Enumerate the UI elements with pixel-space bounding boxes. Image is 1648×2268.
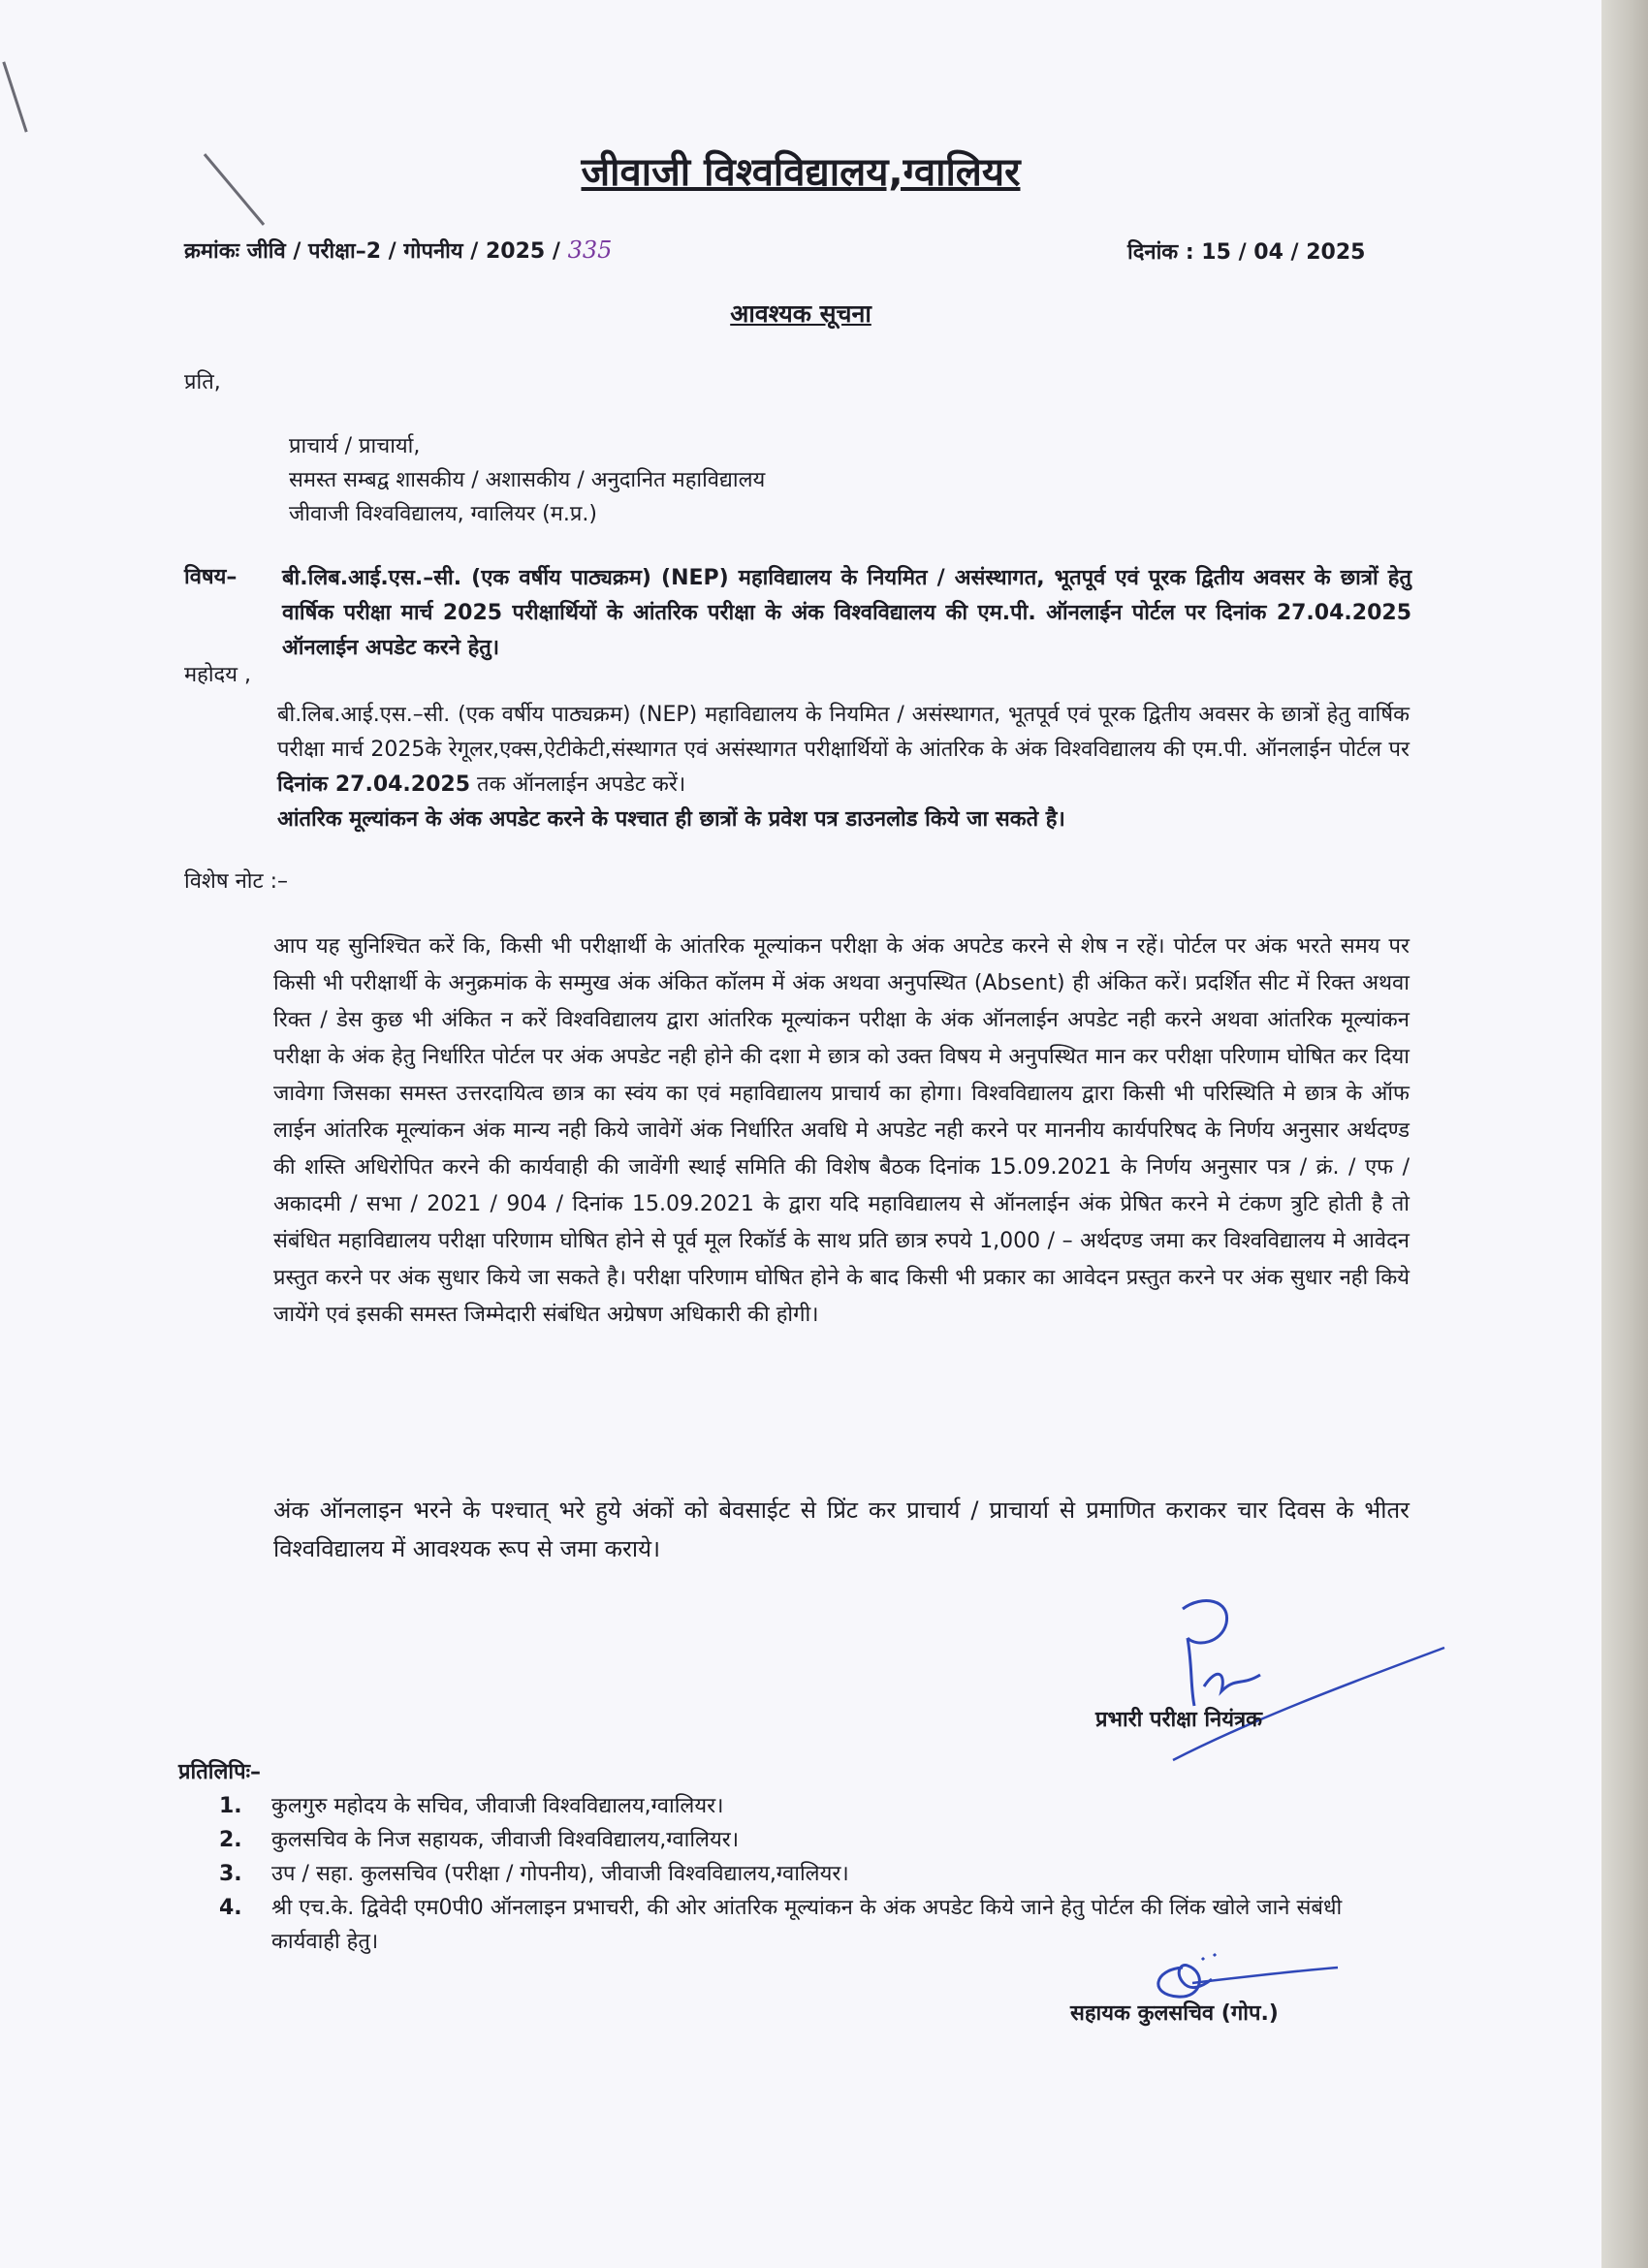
- reference-number: [184, 236, 612, 265]
- copy-to-item: [219, 1789, 1402, 1823]
- university-title: जीवाजी विश्वविद्यालय,ग्वालियर: [581, 150, 1021, 195]
- recipient-prefix: प्रति,: [184, 370, 221, 394]
- recipient-line: प्राचार्य / प्राचार्या,: [289, 434, 421, 458]
- recipient-address: [289, 429, 765, 531]
- copy-to-number: 4.: [219, 1896, 242, 1920]
- copy-to-item: [219, 1857, 1402, 1891]
- subject-label: विषय–: [184, 565, 238, 589]
- body-paragraph-3: अंक ऑनलाइन भरने के पश्चात् भरे हुये अंकों को बेवसाईट से प्रिंट कर प्राचार्य / प्राचार्या से प्रमाणित कराकर चार दिवस के भीतर विश्वविद्यालय में आवश्यक रूप से जमा कराये।: [273, 1496, 1410, 1562]
- special-note-paragraph: आप यह सुनिश्चित करें कि, किसी भी परीक्षार्थी के आंतरिक मूल्यांकन परीक्षा के अंक अपटेड करने से शेष न रहें। पोर्टल पर अंक भरते समय पर किसी भी परीक्षार्थी के अनुक्रमांक के सम्मुख अंक अंकित कॉलम में अंक अथवा अनुपस्थित (Absent) ही अंकित करें। प्रदर्शित सीट में रिक्त अथवा रिक्त / डेस कुछ भी अंकित न करें विश्वविद्यालय द्वारा आंतरिक मूल्यांकन परीक्षा के अंक ऑनलाईन अपडेट नही करने अथवा आंतरिक मूल्यांकन परीक्षा के अंक हेतु निर्धारित पोर्टल पर अंक अपडेट नही होने की दशा मे छात्र को उक्त विषय मे अनुपस्थित मान कर परीक्षा परिणाम घोषित कर दिया जावेगा जिसका समस्त उत्तरदायित्व छात्र का स्वंय का एवं महाविद्यालय प्राचार्य का होगा। विश्वविद्यालय द्वारा किसी भी परिस्थिति मे छात्र के ऑफ लाईन आंतरिक मूल्यांकन अंक मान्य नही किये जावेगें अंक निर्धारित अवधि मे अपडेट नही करने पर माननीय कार्यपरिषद के निर्णय अनुसार अर्थदण्ड की शस्ति अधिरोपित करने की कार्यवाही की जावेंगी स्थाई समिति की विशेष बैठक दिनांक 15.09.2021 के निर्णय अनुसार पत्र / क्रं. / एफ / अकादमी / सभा / 2021 / 904 / दिनांक 15.09.2021 के द्वारा यदि महाविद्यालय से ऑनलाईन अंक प्रेषित करने मे टंकण त्रुटि होती है तो संबंधित महाविद्यालय परीक्षा परिणाम घोषित होने से पूर्व मूल रिकॉर्ड के साथ प्रति छात्र रुपये 1,000 / – अर्थदण्ड जमा कर विश्वविद्यालय मे आवेदन प्रस्तुत करने पर अंक सुधार किये जा सकते है। परीक्षा परिणाम घोषित होने के बाद किसी भी प्रकार का आवेदन प्रस्तुत करने पर अंक सुधार नही किये जायेंगे एवं इसकी समस्त जिम्मेदारी संबंधित अग्रेषण अधिकारी की होगी।: [273, 934, 1410, 1327]
- copy-to-item: [219, 1823, 1402, 1857]
- para1-admit-card-note: आंतरिक मूल्यांकन के अंक अपडेट करने के पश्चात ही छात्रों के प्रवेश पत्र डाउनलोड किये जा सकते है।: [277, 807, 1065, 832]
- signature-controller: [1144, 1590, 1464, 1764]
- para1-text: बी.लिब.आई.एस.–सी. (एक वर्षीय पाठ्यक्रम) (NEP) महाविद्यालय के नियमित / असंस्थागत, भूतपूर्व एवं पूरक द्वितीय अवसर के छात्रों हेतु वार्षिक परीक्षा मार्च 2025के रेगूलर,एक्स,ऐटीकेटी,संस्थागत एवं असंस्थागत परीक्षार्थियों के आंतरिक के अंक विश्वविद्यालय की एम.पी. ऑनलाईन पोर्टल पर: [277, 703, 1410, 762]
- copy-to-number: 3.: [219, 1862, 242, 1886]
- para1-text-end: तक ऑनलाईन अपडेट करें।: [470, 772, 686, 797]
- scan-mark: [2, 61, 27, 132]
- signatory-assistant-registrar: सहायक कुलसचिव (गोप.): [1070, 2001, 1279, 2026]
- copy-to-text: उप / सहा. कुलसचिव (परीक्षा / गोपनीय), जीवाजी विश्वविद्यालय,ग्वालियर।: [271, 1862, 849, 1886]
- recipient-line: समस्त सम्बद्व शासकीय / अशासकीय / अनुदानित महाविद्यालय: [289, 468, 766, 492]
- reference-text: क्रमांकः जीवि / परीक्षा–2 / गोपनीय / 2025 /: [184, 239, 560, 264]
- letter-date: दिनांक : 15 / 04 / 2025: [1127, 240, 1366, 265]
- body-paragraph-1: [277, 698, 1410, 837]
- reference-handwritten-number: 335: [567, 236, 613, 264]
- copy-to-list: [219, 1789, 1402, 1959]
- copy-to-text: श्री एच.के. द्विवेदी एम0पी0 ऑनलाइन प्रभाचरी, की ओर आंतरिक मूल्यांकन के अंक अपडेट किये जाने हेतु पोर्टल की लिंक खोले जाने संबंधी कार्यवाही हेतु।: [271, 1896, 1343, 1954]
- copy-to-number: 1.: [219, 1794, 242, 1818]
- signatory-exam-controller: प्रभारी परीक्षा नियंत्रक: [1095, 1708, 1263, 1732]
- subject-text: बी.लिब.आई.एस.–सी. (एक वर्षीय पाठ्यक्रम) (NEP) महाविद्यालय के नियमित / असंस्थागत, भूतपूर्व एवं पूरक द्वितीय अवसर के छात्रों हेतु वार्षिक परीक्षा मार्च 2025 परीक्षार्थियों के आंतरिक परीक्षा के अंक विश्वविद्यालय की एम.पी. ऑनलाईन पोर्टल पर दिनांक 27.04.2025 ऑनलाईन अपडेट करने हेतु।: [282, 566, 1411, 660]
- recipient-line: जीवाजी विश्वविद्यालय, ग्वालियर (म.प्र.): [289, 502, 597, 526]
- special-note-label: विशेष नोट :–: [184, 869, 289, 894]
- scan-edge: [1601, 0, 1648, 2268]
- copy-to-number: 2.: [219, 1828, 242, 1852]
- para1-deadline: दिनांक 27.04.2025: [277, 772, 471, 797]
- copy-to-text: कुलसचिव के निज सहायक, जीवाजी विश्वविद्यालय,ग्वालियर।: [271, 1828, 740, 1852]
- copy-to-text: कुलगुरु महोदय के सचिव, जीवाजी विश्वविद्यालय,ग्वालियर।: [271, 1794, 724, 1818]
- notice-heading: आवश्यक सूचना: [730, 299, 872, 328]
- copy-to-label: प्रतिलिपिः–: [178, 1760, 262, 1784]
- salutation: महोदय ,: [184, 663, 251, 687]
